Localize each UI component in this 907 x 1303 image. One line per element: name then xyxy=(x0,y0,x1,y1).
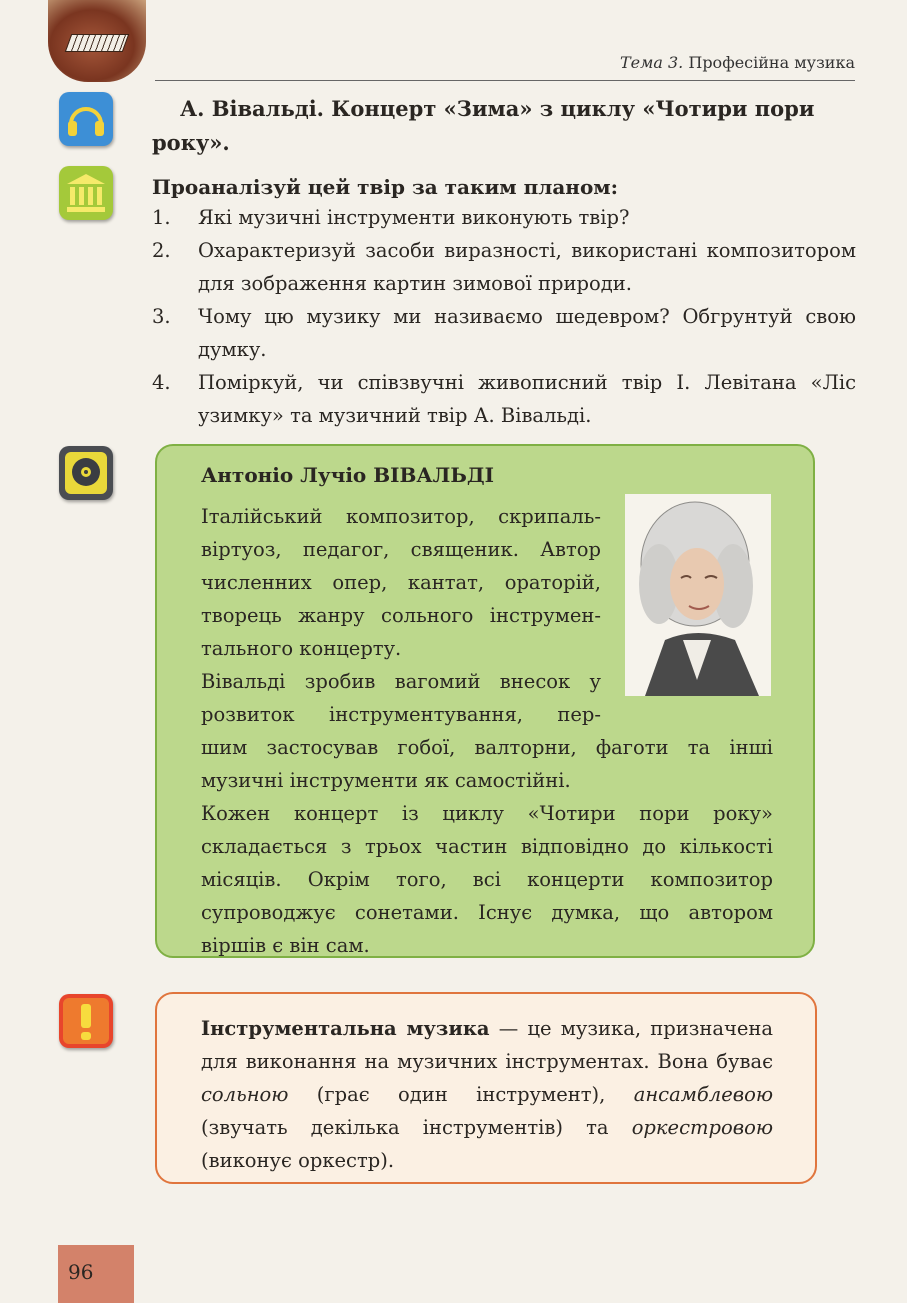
term-solo: сольною xyxy=(201,1083,289,1106)
list-item xyxy=(152,300,856,366)
definition-term: Інструментальна музика xyxy=(201,1017,490,1040)
bio-paragraph: Кожен концерт із циклу «Чотири пори року» складається з трьох частин відповідно до кількості місяців. Окрім того, всі концерти композитор супроводжує сонетами. Існує думка, що автором віршів є він сам. xyxy=(201,802,773,957)
bio-line: творець жанру сольного інструмен- xyxy=(201,604,601,627)
definition-text xyxy=(201,1012,773,1177)
piano-keys xyxy=(65,34,130,52)
item-text: Які музичні інструменти виконують твір? xyxy=(198,206,630,229)
item-number: 4. xyxy=(152,371,171,394)
bio-line: віртуоз, педагог, священик. Автор xyxy=(201,538,601,561)
museum-icon xyxy=(59,166,113,220)
page-header xyxy=(155,46,855,81)
item-text: Поміркуй, чи співзвучні живописний твір І. Левітана «Ліс узимку» та музичний твір А. Вівальді. xyxy=(198,371,856,427)
piano-illustration xyxy=(48,0,146,82)
item-number: 2. xyxy=(152,239,171,262)
definition-part: — це музика, призначена для виконання на музичних інструментах. Вона буває xyxy=(201,1017,774,1073)
plan-list xyxy=(152,201,856,432)
plan-heading: Проаналізуй цей твір за таким планом: xyxy=(152,175,619,199)
definition-part: (звучать декілька інструментів) та xyxy=(201,1116,632,1139)
headphones-icon xyxy=(59,92,113,146)
bio-line: розвиток інструментування, пер- xyxy=(201,703,601,726)
item-text: Охарактеризуй засоби виразності, використані композитором для зображення картин зимової природи. xyxy=(198,239,856,295)
bio-paragraph: шим застосував гобої, валторни, фаготи та інші музичні інструменти як самостійні. xyxy=(201,736,773,792)
definition-box xyxy=(155,992,817,1184)
term-orchestral: оркестровою xyxy=(631,1116,773,1139)
theme-label: Тема 3. xyxy=(619,53,684,72)
bio-line: численних опер, кантат, ораторій, xyxy=(201,571,601,594)
composer-name: Антоніо Лучіо ВІВАЛЬДІ xyxy=(201,463,495,487)
bio-line: тального концерту. xyxy=(201,637,402,660)
list-item xyxy=(152,201,856,234)
exclamation-icon xyxy=(59,994,113,1048)
definition-part: (виконує оркестр). xyxy=(201,1149,395,1172)
list-item xyxy=(152,366,856,432)
theme-title: Професійна музика xyxy=(688,53,855,72)
disc-icon xyxy=(59,446,113,500)
term-ensemble: ансамблевою xyxy=(633,1083,773,1106)
biography-text xyxy=(201,500,773,962)
list-item xyxy=(152,234,856,300)
task-title: А. Вівальді. Концерт «Зима» з циклу «Чотири пори року». xyxy=(152,96,815,155)
item-number: 3. xyxy=(152,305,171,328)
page-number: 96 xyxy=(58,1245,134,1303)
bio-line: Італійський композитор, скрипаль- xyxy=(201,505,601,528)
biography-box xyxy=(155,444,815,958)
bio-line: Вівальді зробив вагомий внесок у xyxy=(201,670,601,693)
item-number: 1. xyxy=(152,206,171,229)
item-text: Чому цю музику ми називаємо шедевром? Обгрунтуй свою думку. xyxy=(198,305,856,361)
definition-part: (грає один інструмент), xyxy=(288,1083,634,1106)
